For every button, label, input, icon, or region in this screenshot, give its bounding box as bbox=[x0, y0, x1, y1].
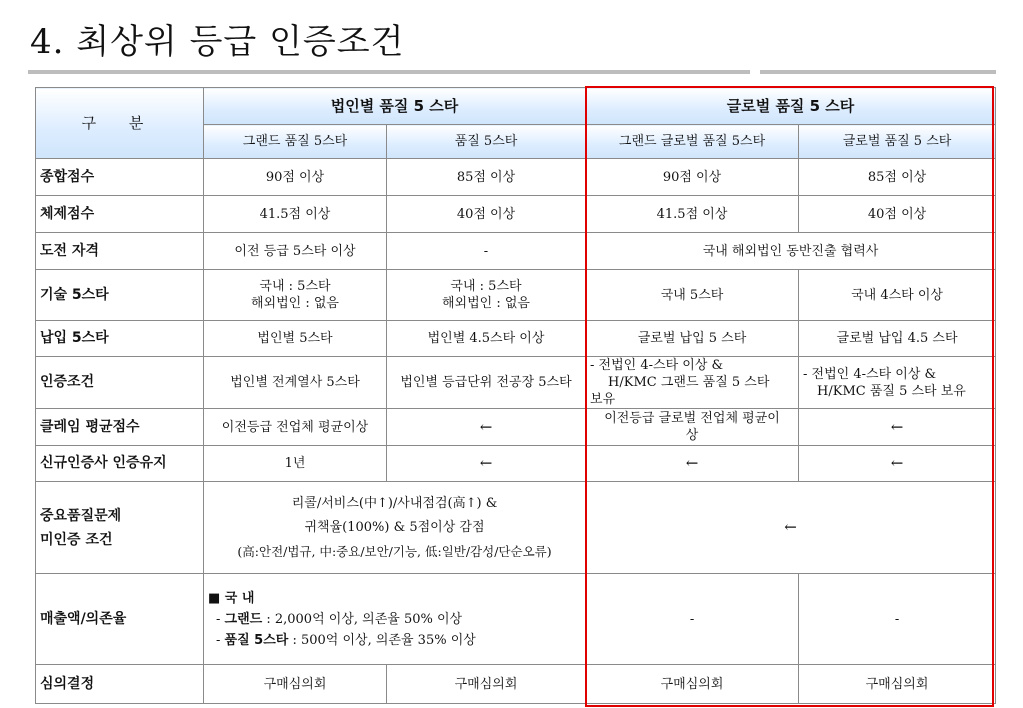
title-underline bbox=[28, 70, 750, 74]
table-cell: 85점 이상 bbox=[387, 159, 586, 196]
table-cell bbox=[586, 357, 799, 409]
row-label: 신규인증사 인증유지 bbox=[36, 446, 204, 482]
cell-line: 상 bbox=[685, 428, 699, 443]
table-cell: 40점 이상 bbox=[799, 196, 996, 233]
table-cell: ← bbox=[586, 482, 996, 574]
table-row bbox=[36, 196, 996, 233]
table-cell: 법인별 전계열사 5스타 bbox=[204, 357, 387, 409]
cell-line: 중요품질문제 bbox=[40, 507, 122, 524]
row-label: 매출액/의존율 bbox=[36, 574, 204, 665]
table-cell bbox=[586, 409, 799, 446]
row-label: 인증조건 bbox=[36, 357, 204, 409]
table-cell bbox=[799, 357, 996, 409]
table-cell: 1년 bbox=[204, 446, 387, 482]
text-segment: : 2,000억 이상, 의존율 50% 이상 bbox=[262, 611, 463, 627]
table-cell: ← bbox=[799, 409, 996, 446]
table-cell: 이전등급 전업체 평균이상 bbox=[204, 409, 387, 446]
table-row bbox=[36, 159, 996, 196]
table-row bbox=[36, 409, 996, 446]
row-label: 기술 5스타 bbox=[36, 270, 204, 321]
cell-line: 국내 : 5스타 bbox=[259, 279, 331, 294]
table-cell: 글로벌 납입 4.5 스타 bbox=[799, 321, 996, 357]
row-label bbox=[36, 482, 204, 574]
header-sub: 품질 5스타 bbox=[387, 125, 586, 159]
table-cell bbox=[204, 270, 387, 321]
table-cell: 국내 4스타 이상 bbox=[799, 270, 996, 321]
table-row bbox=[36, 270, 996, 321]
table-cell bbox=[204, 482, 586, 574]
table-cell: ← bbox=[387, 409, 586, 446]
table-cell bbox=[387, 270, 586, 321]
table-cell: 글로벌 납입 5 스타 bbox=[586, 321, 799, 357]
cell-line: - 전법인 4-스타 이상 & bbox=[590, 358, 724, 373]
table-cell: 85점 이상 bbox=[799, 159, 996, 196]
table-row bbox=[36, 321, 996, 357]
table-cell: 법인별 4.5스타 이상 bbox=[387, 321, 586, 357]
row-label: 심의결정 bbox=[36, 665, 204, 704]
header-sub: 그랜드 글로벌 품질 5스타 bbox=[586, 125, 799, 159]
table-row bbox=[36, 482, 996, 574]
table-cell: 구매심의회 bbox=[387, 665, 586, 704]
cell-line: H/KMC 그랜드 품질 5 스타 bbox=[608, 375, 770, 390]
table-cell: - bbox=[799, 574, 996, 665]
cell-line: 귀책율(100%) & 5점이상 감점 bbox=[304, 519, 485, 535]
table-cell: ← bbox=[387, 446, 586, 482]
cell-line bbox=[208, 630, 583, 651]
table-row bbox=[36, 357, 996, 409]
cell-line: ■ 국 내 bbox=[208, 590, 255, 606]
title-underline-right bbox=[760, 70, 996, 74]
table-cell: 41.5점 이상 bbox=[204, 196, 387, 233]
row-label: 종합점수 bbox=[36, 159, 204, 196]
cell-line: 보유 bbox=[590, 392, 616, 407]
header-gubun: 구 분 bbox=[36, 88, 204, 159]
text-segment: - bbox=[216, 632, 225, 648]
table-cell: - bbox=[586, 574, 799, 665]
page-title: 4. 최상위 등급 인증조건 bbox=[30, 22, 405, 62]
text-segment: : 500억 이상, 의존율 35% 이상 bbox=[288, 632, 476, 648]
table-cell: 41.5점 이상 bbox=[586, 196, 799, 233]
table-cell: 90점 이상 bbox=[586, 159, 799, 196]
header-corp-group: 법인별 품질 5 스타 bbox=[204, 88, 586, 125]
table-cell: 구매심의회 bbox=[586, 665, 799, 704]
row-label: 도전 자격 bbox=[36, 233, 204, 270]
header-global-group: 글로벌 품질 5 스타 bbox=[586, 88, 996, 125]
table-cell: 국내 해외법인 동반진출 협력사 bbox=[586, 233, 996, 270]
text-segment: 품질 5스타 bbox=[224, 632, 289, 648]
cell-line: 이전등급 글로벌 전업체 평균이 bbox=[604, 411, 780, 426]
header-sub: 글로벌 품질 5 스타 bbox=[799, 125, 996, 159]
table-cell: 국내 5스타 bbox=[586, 270, 799, 321]
table-row bbox=[36, 446, 996, 482]
text-segment: - bbox=[216, 611, 225, 627]
table-row bbox=[36, 665, 996, 704]
text-segment: 그랜드 bbox=[224, 611, 263, 627]
row-label: 납입 5스타 bbox=[36, 321, 204, 357]
cell-line: - 전법인 4-스타 이상 & bbox=[803, 366, 937, 382]
table-cell: - bbox=[387, 233, 586, 270]
table-cell: ← bbox=[586, 446, 799, 482]
table-cell bbox=[204, 574, 586, 665]
table-cell: 구매심의회 bbox=[799, 665, 996, 704]
cell-line bbox=[208, 609, 583, 630]
cell-line: (高:안전/법규, 中:중요/보안/기능, 低:일반/감성/단순오류) bbox=[237, 543, 552, 559]
cell-line: 리콜/서비스(中↑)/사내점검(高↑) & bbox=[291, 495, 498, 511]
table-cell: 40점 이상 bbox=[387, 196, 586, 233]
certification-table bbox=[35, 87, 996, 704]
cell-line: H/KMC 품질 5 스타 보유 bbox=[817, 383, 966, 399]
table-row bbox=[36, 233, 996, 270]
cell-line: 국내 : 5스타 bbox=[450, 279, 522, 294]
table-cell: 이전 등급 5스타 이상 bbox=[204, 233, 387, 270]
table-cell: 90점 이상 bbox=[204, 159, 387, 196]
table-cell: 법인별 5스타 bbox=[204, 321, 387, 357]
cell-line: 해외법인 : 없음 bbox=[442, 296, 530, 311]
table-cell: 구매심의회 bbox=[204, 665, 387, 704]
row-label: 체제점수 bbox=[36, 196, 204, 233]
cell-line: 미인증 조건 bbox=[40, 531, 113, 548]
table-cell: 법인별 등급단위 전공장 5스타 bbox=[387, 357, 586, 409]
table-row bbox=[36, 574, 996, 665]
table-cell: ← bbox=[799, 446, 996, 482]
row-label: 클레임 평균점수 bbox=[36, 409, 204, 446]
cell-line: 해외법인 : 없음 bbox=[251, 296, 339, 311]
header-sub: 그랜드 품질 5스타 bbox=[204, 125, 387, 159]
